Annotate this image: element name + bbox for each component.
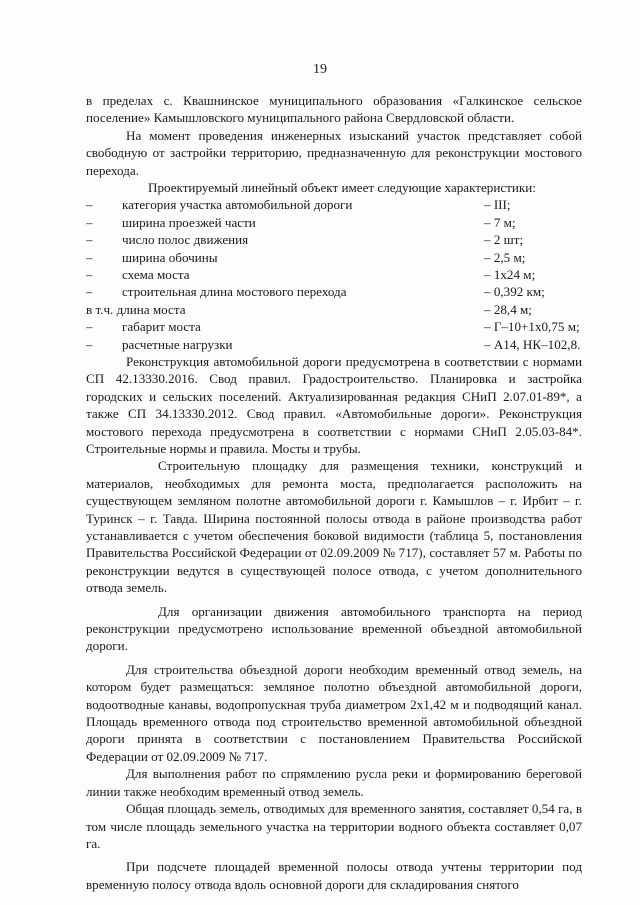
paragraph-location: в пределах с. Квашнинское муниципального образования «Галкинское сельское поселение» Камышловского муниципального района Свердловской области. <box>86 93 582 126</box>
spec-value: – 2 шт; <box>484 232 524 248</box>
page-number: 19 <box>313 62 327 77</box>
spec-name: ширина проезжей части <box>122 214 256 230</box>
spec-row <box>86 214 582 231</box>
paragraph-area-calculation: При подсчете площадей временной полосы отвода учтены территории под временную полосу отвода вдоль основной дороги для складирования снятого <box>86 859 582 892</box>
specifications-list <box>86 196 582 353</box>
spec-value: – 0,392 км; <box>484 284 545 300</box>
spec-row <box>86 249 582 266</box>
spec-row <box>86 231 582 248</box>
spec-name: категория участка автомобильной дороги <box>122 197 353 213</box>
spec-dash: – <box>86 336 93 352</box>
spec-name: габарит моста <box>122 319 201 335</box>
spec-row <box>86 266 582 283</box>
spec-dash: – <box>86 197 93 213</box>
paragraph-reconstruction-norms: Реконструкция автомобильной дороги предусмотрена в соответствии с нормами СП 42.13330.2016. Свод правил. Градостроительство. Планировка и застройка городских и сельских поселений. Актуализированная редакция СНиП 2.07.01-89*, а также СП 34.13330.2012. Свод правил. «Автомобильные дороги». Реконструкция мостового перехода предусмотрена в соответствии с нормами СНиП 2.05.03-84*. Строительные нормы и правила. Мосты и трубы. <box>86 353 582 456</box>
spec-value: – 28,4 м; <box>484 301 532 317</box>
spec-name: расчетные нагрузки <box>122 336 233 352</box>
spec-name: в т.ч. длина моста <box>86 301 186 317</box>
spec-name: схема моста <box>122 267 190 282</box>
spec-row <box>86 336 582 353</box>
spec-row <box>86 283 582 300</box>
spec-value: – Г–10+1х0,75 м; <box>484 319 580 335</box>
spec-value: – 2,5 м; <box>484 249 526 265</box>
spec-row <box>86 196 582 213</box>
document-body <box>86 92 582 893</box>
paragraph-traffic-detour: Для организации движения автомобильного транспорта на период реконструкции предусмотрено использование временной объездной автомобильной дороги. <box>86 603 582 654</box>
spec-value: – 1х24 м; <box>484 267 536 282</box>
spec-dash: – <box>86 267 93 282</box>
paragraph-riverbed: Для выполнения работ по спрямлению русла реки и формированию береговой линии также необходим временный отвод земель. <box>86 766 582 799</box>
spec-name: ширина обочины <box>122 249 218 265</box>
paragraph-construction-site: Строительную площадку для размещения техники, конструкций и материалов, необходимых для ремонта моста, предполагается расположить на существующем земляном полотне автомобильной дороги г. Камышлов – г. Ирбит – г. Туринск – г. Тавда. Ширина постоянной полосы отвода в районе производства работ устанавливается с учетом обеспечения боковой видимости (таблица 5, постановления Правительства Российской Федерации от 02.09.2009 № 717), составляет 57 м. Работы по реконструкции ведутся в существующей полосе отвода, с учетом дополнительного отвода земель. <box>86 458 582 596</box>
spec-dash: – <box>86 319 93 335</box>
spec-dash: – <box>86 249 93 265</box>
spec-dash: – <box>86 232 93 248</box>
spec-row <box>86 301 582 318</box>
paragraph-site-description: На момент проведения инженерных изысканий участок представляет собой свободную от застройки территорию, предназначенную для реконструкции мостового перехода. <box>86 127 582 178</box>
spec-value: – 7 м; <box>484 214 516 230</box>
spec-dash: – <box>86 214 93 230</box>
spec-row <box>86 318 582 335</box>
paragraph-specs-intro: Проектируемый линейный объект имеет следующие характеристики: <box>148 180 536 196</box>
paragraph-detour-land: Для строительства объездной дороги необходим временный отвод земель, на котором будет размещаться: земляное полотно объездной автомобильной дороги, водоотводные канавы, водопропускная труба диаметром 2х1,42 м и подводящий канал. Площадь временного отвода под строительство временной автомобильной объездной дороги принята в соответствии с постановлением Правительства Российской Федерации от 02.09.2009 № 717. <box>86 661 582 764</box>
spec-name: строительная длина мостового перехода <box>122 284 347 300</box>
spec-value: – III; <box>484 197 511 213</box>
paragraph-total-area: Общая площадь земель, отводимых для временного занятия, составляет 0,54 га, в том числе площадь земельного участка на территории водного объекта составляет 0,07 га. <box>86 801 582 851</box>
spec-dash: – <box>86 284 93 300</box>
spec-name: число полос движения <box>122 232 249 248</box>
spec-value: – А14, НК–102,8. <box>484 336 581 352</box>
